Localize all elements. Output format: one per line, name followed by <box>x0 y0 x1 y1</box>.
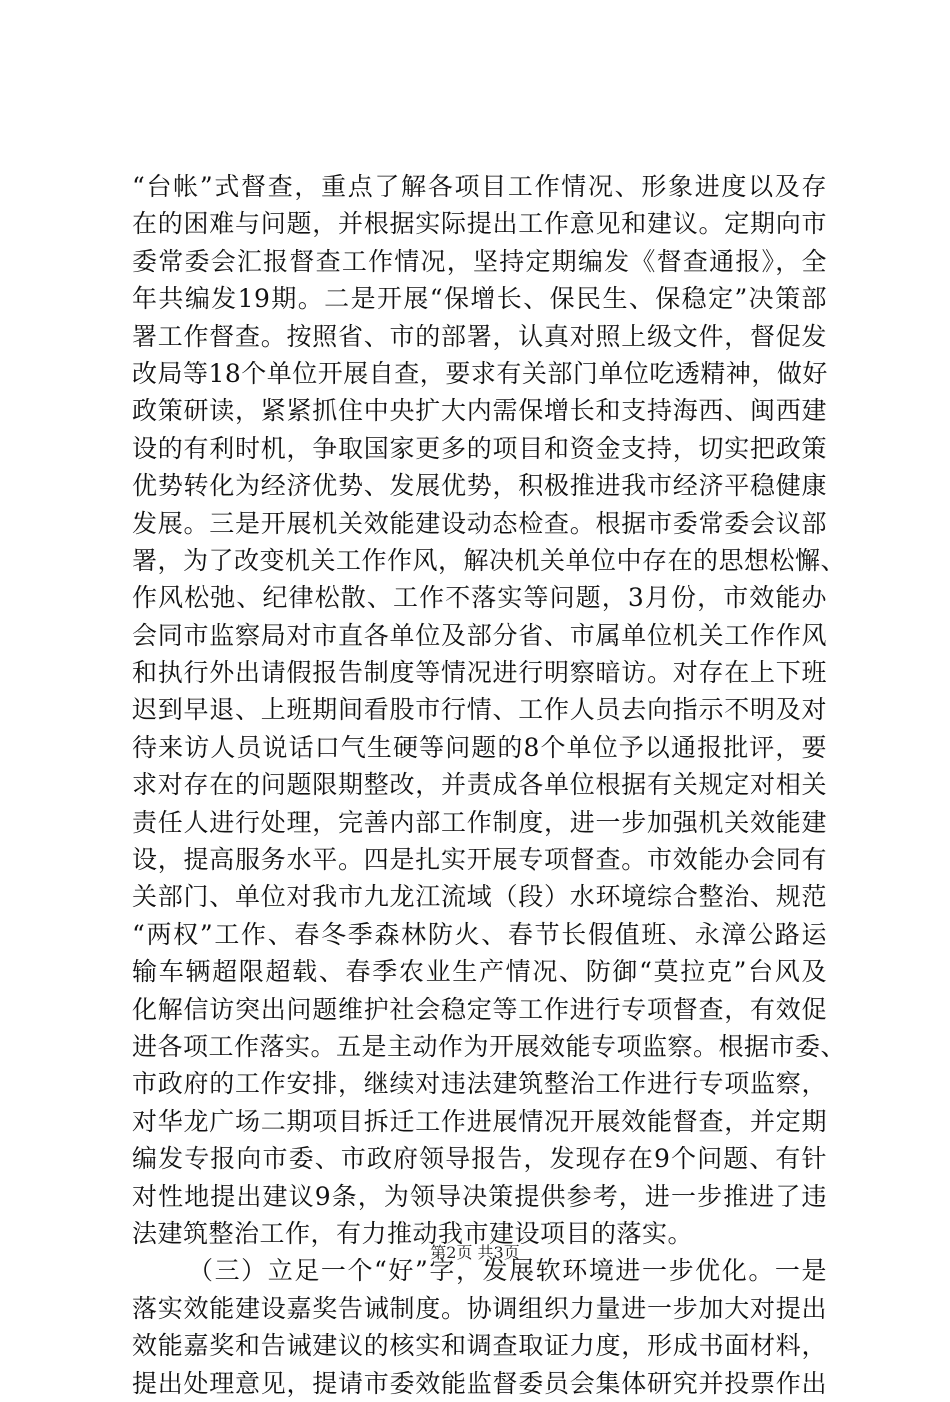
text-line: 市政府的工作安排，继续对违法建筑整治工作进行专项监察， <box>132 1069 827 1099</box>
text-line: 署，为了改变机关工作作风，解决机关单位中存在的思想松懈、 <box>132 545 847 575</box>
text-line: 委常委会汇报督查工作情况，坚持定期编发《督查通报》，全 <box>132 246 827 276</box>
text-line: 在的困难与问题，并根据实际提出工作意见和建议。定期向市 <box>132 209 827 239</box>
text-line: 优势转化为经济优势、发展优势，积极推进我市经济平稳健康 <box>132 471 827 501</box>
text-line: 和执行外出请假报告制度等情况进行明察暗访。对存在上下班 <box>132 658 827 688</box>
text-line: 改局等18个单位开展自查，要求有关部门单位吃透精神，做好 <box>132 358 828 388</box>
text-line: 编发专报向市委、市政府领导报告，发现存在9个问题、有针 <box>132 1144 827 1174</box>
document-body <box>132 168 847 1402</box>
text-line: 设，提高服务水平。四是扎实开展专项督查。市效能办会同有 <box>132 845 827 875</box>
text-line: 作风松弛、纪律松散、工作不落实等问题，3月份，市效能办 <box>132 583 827 613</box>
text-line: 求对存在的问题限期整改，并责成各单位根据有关规定对相关 <box>132 770 827 800</box>
text-line: 落实效能建设嘉奖告诫制度。协调组织力量进一步加大对提出 <box>132 1293 827 1323</box>
text-line: 迟到早退、上班期间看股市行情、工作人员去向指示不明及对 <box>132 695 827 725</box>
text-line: 责任人进行处理，完善内部工作制度，进一步加强机关效能建 <box>132 807 827 837</box>
page-number-label: 第2页 共3页 <box>430 1243 520 1262</box>
text-line: 输车辆超限超载、春季农业生产情况、防御“莫拉克”台风及 <box>132 957 827 987</box>
text-line: 会同市监察局对市直各单位及部分省、市属单位机关工作作风 <box>132 620 827 650</box>
text-line: 年共编发19期。二是开展“保增长、保民生、保稳定”决策部 <box>132 284 827 314</box>
text-line: （三）立足一个“好”字，发展软环境进一步优化。一是 <box>188 1256 827 1286</box>
paragraph-2 <box>132 1252 827 1402</box>
text-line: 对华龙广场二期项目拆迁工作进展情况开展效能督查，并定期 <box>132 1106 827 1136</box>
text-line: 待来访人员说话口气生硬等问题的8个单位予以通报批评，要 <box>132 732 827 762</box>
text-line: 化解信访突出问题维护社会稳定等工作进行专项督查，有效促 <box>132 994 827 1024</box>
paragraph-1 <box>132 168 847 1252</box>
text-line: 法建筑整治工作，有力推动我市建设项目的落实。 <box>132 1218 694 1248</box>
text-line: 署工作督查。按照省、市的部署，认真对照上级文件，督促发 <box>132 321 827 351</box>
text-line: 提出处理意见，提请市委效能监督委员会集体研究并投票作出 <box>132 1368 827 1398</box>
text-line: 效能嘉奖和告诫建议的核实和调查取证力度，形成书面材料， <box>132 1331 827 1361</box>
text-line: 进各项工作落实。五是主动作为开展效能专项监察。根据市委、 <box>132 1031 847 1061</box>
text-line: 发展。三是开展机关效能建设动态检查。根据市委常委会议部 <box>132 508 827 538</box>
text-line: 关部门、单位对我市九龙江流域（段）水环境综合整治、规范 <box>132 882 827 912</box>
page-footer <box>0 1243 950 1263</box>
text-line: 政策研读，紧紧抓住中央扩大内需保增长和支持海西、闽西建 <box>132 396 827 426</box>
text-line: “台帐”式督查，重点了解各项目工作情况、形象进度以及存 <box>132 172 827 201</box>
text-line: 设的有利时机，争取国家更多的项目和资金支持，切实把政策 <box>132 433 827 463</box>
text-line: 对性地提出建议9条，为领导决策提供参考，进一步推进了违 <box>132 1181 827 1211</box>
text-line: “两权”工作、春冬季森林防火、春节长假值班、永漳公路运 <box>132 919 827 949</box>
